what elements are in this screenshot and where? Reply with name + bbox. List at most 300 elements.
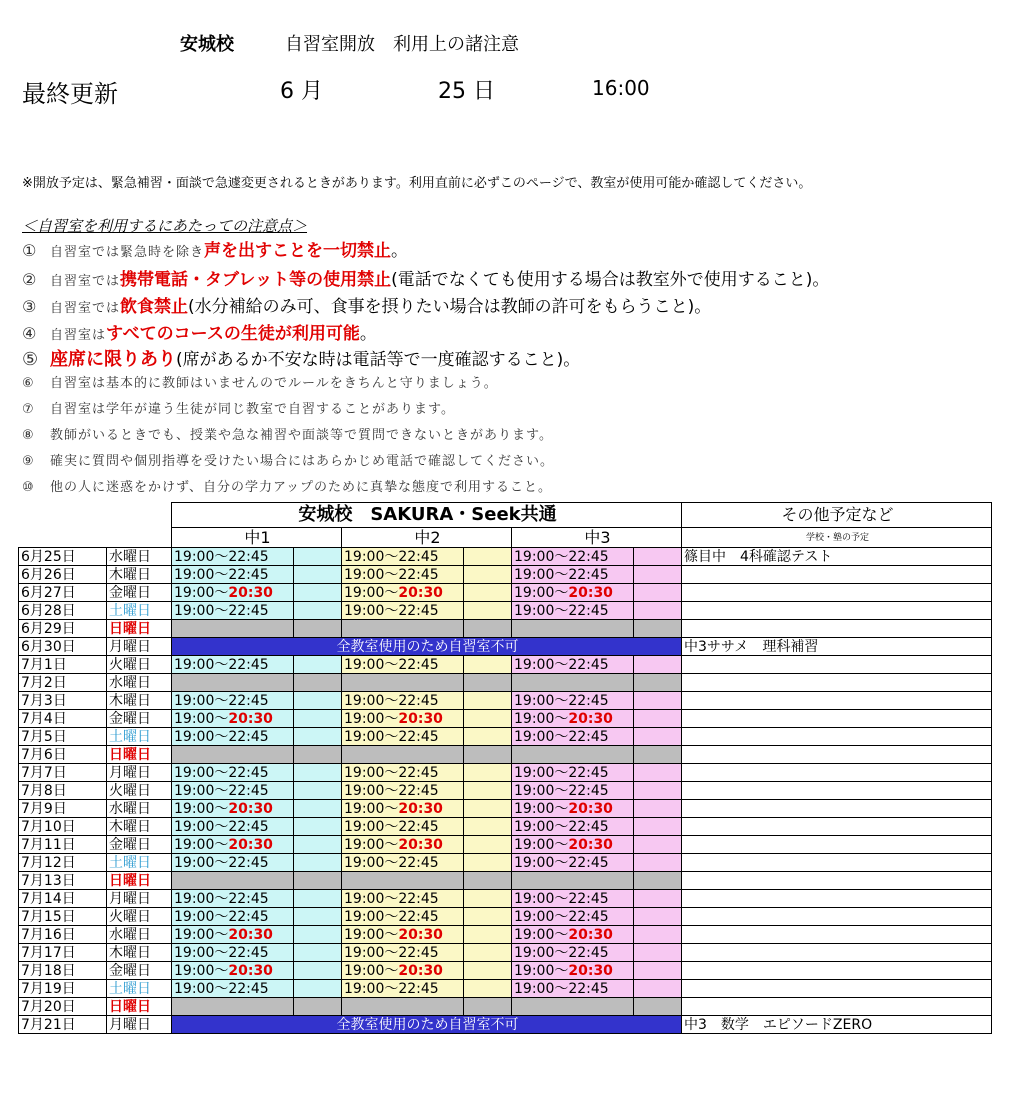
slot-start: 19:00～: [514, 944, 569, 961]
slot-end: 22:45: [398, 656, 439, 673]
slot-end: 20:30: [568, 584, 613, 601]
time-slot-grade-1: [172, 980, 294, 998]
slot-start: 19:00～: [174, 890, 229, 907]
row-date: 7月12日: [19, 854, 107, 872]
slot-start: 19:00～: [514, 908, 569, 925]
slot-end: 22:45: [228, 944, 269, 961]
slot-end: 22:45: [398, 782, 439, 799]
rule-text: 自習室は学年が違う生徒が同じ教室で自習することがあります。: [50, 402, 455, 417]
slot-start: 19:00～: [344, 818, 399, 835]
row-weekday: 日曜日: [107, 998, 172, 1016]
slot-end: 22:45: [398, 692, 439, 709]
schedule-row: [19, 566, 992, 584]
slot-padding: [634, 836, 682, 854]
row-date: 7月17日: [19, 944, 107, 962]
rule-number: ④: [22, 324, 37, 343]
slot-start: 19:00～: [514, 602, 569, 619]
slot-padding: [464, 710, 512, 728]
row-date: 7月18日: [19, 962, 107, 980]
row-weekday: 土曜日: [107, 980, 172, 998]
time-slot-grade-2: [342, 620, 464, 638]
row-weekday: 木曜日: [107, 818, 172, 836]
slot-padding: [294, 584, 342, 602]
row-weekday: 日曜日: [107, 872, 172, 890]
slot-end: 22:45: [568, 944, 609, 961]
time-slot-grade-2: [342, 800, 464, 818]
slot-start: 19:00～: [344, 656, 399, 673]
slot-padding: [294, 620, 342, 638]
schedule-row: [19, 692, 992, 710]
row-weekday: 日曜日: [107, 620, 172, 638]
row-note: [682, 566, 992, 584]
slot-padding: [634, 602, 682, 620]
rule-text: 教師がいるときでも、授業や急な補習や面談等で質問できないときがあります。: [50, 428, 553, 443]
time-slot-grade-2: [342, 890, 464, 908]
time-slot-grade-1: [172, 962, 294, 980]
schedule-row: [19, 944, 992, 962]
row-date: 7月14日: [19, 890, 107, 908]
schedule-row: [19, 872, 992, 890]
slot-start: 19:00～: [174, 602, 229, 619]
slot-padding: [634, 962, 682, 980]
time-slot-grade-1: [172, 818, 294, 836]
slot-padding: [294, 692, 342, 710]
slot-padding: [294, 908, 342, 926]
slot-start: 19:00～: [514, 836, 569, 853]
row-note: [682, 818, 992, 836]
slot-start: 19:00～: [174, 656, 229, 673]
time-slot-grade-3: [512, 602, 634, 620]
slot-padding: [294, 728, 342, 746]
rule-text: 自習室は基本的に教師はいませんのでルールをきちんと守りましょう。: [50, 376, 498, 391]
slot-padding: [464, 854, 512, 872]
rules-heading: ＜自習室を利用するにあたっての注意点＞: [22, 217, 308, 235]
slot-end: 22:45: [568, 548, 609, 565]
slot-end: 22:45: [568, 602, 609, 619]
row-note: 篠目中 4科確認テスト: [682, 548, 992, 566]
slot-end: 22:45: [568, 890, 609, 907]
row-weekday: 木曜日: [107, 944, 172, 962]
slot-padding: [634, 710, 682, 728]
slot-start: 19:00～: [344, 548, 399, 565]
last-updated-day: 25 日: [438, 79, 495, 104]
row-weekday: 土曜日: [107, 728, 172, 746]
slot-start: 19:00～: [344, 602, 399, 619]
slot-end: 22:45: [228, 548, 269, 565]
schedule-table: [18, 502, 992, 1034]
time-slot-grade-1: [172, 854, 294, 872]
slot-padding: [294, 818, 342, 836]
slot-start: 19:00～: [514, 710, 569, 727]
time-slot-grade-1: [172, 944, 294, 962]
schedule-row: [19, 638, 992, 656]
time-slot-grade-1: [172, 548, 294, 566]
slot-end: 22:45: [228, 890, 269, 907]
slot-padding: [634, 764, 682, 782]
row-weekday: 火曜日: [107, 782, 172, 800]
time-slot-grade-3: [512, 692, 634, 710]
rule-emphasis: 声を出すことを一切禁止: [204, 241, 392, 261]
row-note: 中3 数学 エピソードZERO: [682, 1016, 992, 1034]
time-slot-grade-1: [172, 890, 294, 908]
row-note: [682, 620, 992, 638]
slot-padding: [294, 800, 342, 818]
other-schedule-header: その他予定など: [682, 503, 992, 528]
slot-end: 20:30: [568, 800, 613, 817]
slot-start: 19:00～: [514, 926, 569, 943]
slot-end: 22:45: [568, 908, 609, 925]
time-slot-grade-3: [512, 944, 634, 962]
time-slot-grade-1: [172, 998, 294, 1016]
slot-start: 19:00～: [514, 800, 569, 817]
slot-end: 22:45: [228, 782, 269, 799]
other-schedule-subheader: 学校・塾の予定: [682, 528, 992, 548]
slot-padding: [464, 620, 512, 638]
slot-padding: [464, 944, 512, 962]
rule-number: ⑨: [22, 454, 35, 469]
slot-start: 19:00～: [174, 710, 229, 727]
slot-padding: [464, 980, 512, 998]
time-slot-grade-2: [342, 872, 464, 890]
rule-number: ①: [22, 241, 37, 260]
slot-padding: [294, 710, 342, 728]
slot-padding: [294, 998, 342, 1016]
row-weekday: 月曜日: [107, 764, 172, 782]
schedule-row: [19, 926, 992, 944]
rule-text: 自習室では: [50, 301, 121, 316]
time-slot-grade-1: [172, 836, 294, 854]
slot-start: 19:00～: [514, 656, 569, 673]
time-slot-grade-1: [172, 692, 294, 710]
row-note: [682, 854, 992, 872]
slot-start: 19:00～: [514, 818, 569, 835]
row-date: 7月4日: [19, 710, 107, 728]
slot-padding: [464, 602, 512, 620]
slot-start: 19:00～: [174, 692, 229, 709]
time-slot-grade-2: [342, 944, 464, 962]
schedule-row: [19, 800, 992, 818]
blank-corner: [19, 503, 172, 528]
time-slot-grade-2: [342, 710, 464, 728]
row-date: 7月16日: [19, 926, 107, 944]
slot-padding: [634, 980, 682, 998]
row-note: [682, 746, 992, 764]
slot-padding: [634, 674, 682, 692]
schedule-row: [19, 602, 992, 620]
slot-padding: [294, 746, 342, 764]
slot-padding: [634, 566, 682, 584]
row-weekday: 金曜日: [107, 584, 172, 602]
slot-end: 22:45: [228, 818, 269, 835]
slot-start: 19:00～: [174, 926, 229, 943]
slot-start: 19:00～: [174, 584, 229, 601]
schedule-row: [19, 584, 992, 602]
time-slot-grade-2: [342, 566, 464, 584]
slot-padding: [294, 674, 342, 692]
row-date: 7月20日: [19, 998, 107, 1016]
slot-padding: [634, 908, 682, 926]
row-note: [682, 926, 992, 944]
rule-item: [22, 345, 580, 371]
time-slot-grade-3: [512, 908, 634, 926]
row-date: 6月26日: [19, 566, 107, 584]
slot-end: 20:30: [228, 926, 273, 943]
schedule-row: [19, 980, 992, 998]
row-note: [682, 980, 992, 998]
rule-emphasis: すべてのコースの生徒が利用可能: [106, 324, 360, 344]
slot-padding: [464, 692, 512, 710]
row-weekday: 水曜日: [107, 800, 172, 818]
table-banner: 安城校 SAKURA・Seek共通: [172, 503, 682, 528]
rule-note: 。: [391, 241, 409, 261]
slot-end: 22:45: [228, 656, 269, 673]
slot-padding: [464, 728, 512, 746]
time-slot-grade-1: [172, 782, 294, 800]
row-date: 7月11日: [19, 836, 107, 854]
time-slot-grade-3: [512, 890, 634, 908]
slot-start: 19:00～: [174, 980, 229, 997]
slot-start: 19:00～: [344, 710, 399, 727]
row-date: 6月25日: [19, 548, 107, 566]
row-weekday: 金曜日: [107, 836, 172, 854]
row-date: 7月15日: [19, 908, 107, 926]
slot-padding: [634, 872, 682, 890]
schedule-row: [19, 728, 992, 746]
schedule-row: [19, 656, 992, 674]
schedule-row: [19, 818, 992, 836]
closed-notice: 全教室使用のため自習室不可: [172, 1016, 682, 1034]
slot-end: 20:30: [398, 584, 443, 601]
rule-item: [22, 476, 552, 495]
slot-end: 22:45: [398, 566, 439, 583]
slot-padding: [294, 962, 342, 980]
slot-start: 19:00～: [514, 962, 569, 979]
slot-padding: [464, 836, 512, 854]
row-note: [682, 998, 992, 1016]
rule-text: 自習室では: [50, 274, 121, 289]
slot-start: 19:00～: [514, 584, 569, 601]
slot-end: 22:45: [228, 908, 269, 925]
slot-padding: [294, 926, 342, 944]
slot-padding: [294, 782, 342, 800]
row-note: [682, 872, 992, 890]
slot-start: 19:00～: [174, 908, 229, 925]
slot-start: 19:00～: [514, 566, 569, 583]
row-note: [682, 602, 992, 620]
time-slot-grade-3: [512, 998, 634, 1016]
slot-end: 22:45: [228, 854, 269, 871]
row-date: 6月28日: [19, 602, 107, 620]
time-slot-grade-3: [512, 710, 634, 728]
slot-padding: [294, 872, 342, 890]
row-date: 7月6日: [19, 746, 107, 764]
slot-start: 19:00～: [344, 782, 399, 799]
row-date: 7月13日: [19, 872, 107, 890]
schedule-row: [19, 548, 992, 566]
time-slot-grade-3: [512, 764, 634, 782]
slot-end: 22:45: [228, 728, 269, 745]
row-date: 7月3日: [19, 692, 107, 710]
slot-end: 22:45: [568, 854, 609, 871]
slot-padding: [294, 980, 342, 998]
row-note: [682, 944, 992, 962]
time-slot-grade-1: [172, 674, 294, 692]
slot-padding: [634, 782, 682, 800]
grade-header-2: 中2: [342, 528, 512, 548]
slot-start: 19:00～: [174, 944, 229, 961]
slot-padding: [464, 746, 512, 764]
rule-text: 自習室では緊急時を除き: [50, 245, 205, 260]
time-slot-grade-1: [172, 584, 294, 602]
slot-padding: [464, 782, 512, 800]
row-date: 7月8日: [19, 782, 107, 800]
row-note: [682, 764, 992, 782]
row-note: [682, 656, 992, 674]
time-slot-grade-3: [512, 872, 634, 890]
row-date: 7月21日: [19, 1016, 107, 1034]
time-slot-grade-2: [342, 584, 464, 602]
slot-end: 20:30: [398, 836, 443, 853]
row-note: [682, 962, 992, 980]
time-slot-grade-1: [172, 710, 294, 728]
time-slot-grade-2: [342, 980, 464, 998]
slot-padding: [294, 548, 342, 566]
row-date: 6月27日: [19, 584, 107, 602]
time-slot-grade-2: [342, 764, 464, 782]
slot-start: 19:00～: [344, 692, 399, 709]
rule-number: ⑤: [22, 349, 39, 370]
row-weekday: 木曜日: [107, 566, 172, 584]
slot-end: 22:45: [398, 818, 439, 835]
row-date: 7月1日: [19, 656, 107, 674]
time-slot-grade-1: [172, 926, 294, 944]
row-weekday: 金曜日: [107, 710, 172, 728]
slot-end: 22:45: [398, 602, 439, 619]
row-weekday: 火曜日: [107, 908, 172, 926]
time-slot-grade-1: [172, 800, 294, 818]
slot-end: 20:30: [568, 962, 613, 979]
time-slot-grade-3: [512, 926, 634, 944]
rule-item: [22, 292, 711, 317]
slot-end: 22:45: [398, 890, 439, 907]
slot-padding: [464, 818, 512, 836]
slot-end: 22:45: [398, 980, 439, 997]
slot-end: 22:45: [228, 602, 269, 619]
slot-start: 19:00～: [174, 728, 229, 745]
rule-number: ⑥: [22, 376, 35, 391]
row-note: [682, 908, 992, 926]
slot-end: 22:45: [228, 764, 269, 781]
time-slot-grade-2: [342, 908, 464, 926]
slot-padding: [634, 746, 682, 764]
row-note: [682, 710, 992, 728]
slot-end: 22:45: [398, 764, 439, 781]
slot-start: 19:00～: [344, 890, 399, 907]
row-weekday: 火曜日: [107, 656, 172, 674]
last-updated-label: 最終更新: [22, 80, 118, 108]
time-slot-grade-2: [342, 674, 464, 692]
row-note: [682, 890, 992, 908]
row-date: 6月30日: [19, 638, 107, 656]
rule-item: [22, 372, 498, 391]
row-note: [682, 836, 992, 854]
slot-padding: [294, 656, 342, 674]
slot-start: 19:00～: [344, 836, 399, 853]
school-name: 安城校: [180, 34, 234, 55]
row-weekday: 月曜日: [107, 1016, 172, 1034]
slot-start: 19:00～: [344, 980, 399, 997]
row-note: [682, 674, 992, 692]
slot-padding: [634, 998, 682, 1016]
schedule-row: [19, 998, 992, 1016]
row-weekday: 土曜日: [107, 602, 172, 620]
slot-padding: [634, 620, 682, 638]
time-slot-grade-3: [512, 674, 634, 692]
time-slot-grade-3: [512, 566, 634, 584]
time-slot-grade-2: [342, 962, 464, 980]
rule-text: 確実に質問や個別指導を受けたい場合にはあらかじめ電話で確認してください。: [50, 454, 555, 469]
slot-padding: [634, 890, 682, 908]
row-weekday: 日曜日: [107, 746, 172, 764]
slot-start: 19:00～: [344, 800, 399, 817]
rule-note: (電話でなくても使用する場合は教室外で使用すること)。: [391, 270, 830, 290]
rule-item: [22, 450, 554, 469]
slot-padding: [294, 836, 342, 854]
slot-start: 19:00～: [344, 908, 399, 925]
slot-start: 19:00～: [514, 692, 569, 709]
slot-padding: [294, 602, 342, 620]
time-slot-grade-2: [342, 602, 464, 620]
slot-end: 22:45: [398, 548, 439, 565]
time-slot-grade-1: [172, 872, 294, 890]
time-slot-grade-3: [512, 620, 634, 638]
slot-end: 20:30: [228, 836, 273, 853]
slot-padding: [634, 692, 682, 710]
page-title: 自習室開放 利用上の諸注意: [285, 34, 519, 55]
rule-emphasis: 座席に限りあり: [50, 349, 176, 370]
time-slot-grade-2: [342, 782, 464, 800]
rule-item: [22, 236, 408, 261]
slot-end: 20:30: [398, 710, 443, 727]
row-weekday: 水曜日: [107, 926, 172, 944]
slot-padding: [294, 944, 342, 962]
rule-item: [22, 319, 377, 344]
time-slot-grade-3: [512, 836, 634, 854]
time-slot-grade-2: [342, 818, 464, 836]
time-slot-grade-2: [342, 998, 464, 1016]
schedule-row: [19, 674, 992, 692]
slot-start: 19:00～: [344, 764, 399, 781]
slot-end: 20:30: [398, 926, 443, 943]
slot-end: 20:30: [568, 710, 613, 727]
time-slot-grade-3: [512, 800, 634, 818]
time-slot-grade-2: [342, 656, 464, 674]
time-slot-grade-2: [342, 692, 464, 710]
rule-note: (席があるか不安な時は電話等で一度確認すること)。: [176, 350, 581, 370]
slot-end: 20:30: [228, 584, 273, 601]
slot-padding: [634, 926, 682, 944]
slot-padding: [464, 962, 512, 980]
grade-header-1: 中1: [172, 528, 342, 548]
slot-padding: [634, 584, 682, 602]
slot-end: 22:45: [398, 944, 439, 961]
row-date: 7月5日: [19, 728, 107, 746]
slot-end: 22:45: [398, 908, 439, 925]
schedule-row: [19, 782, 992, 800]
rule-emphasis: 飲食禁止: [120, 297, 189, 317]
time-slot-grade-1: [172, 764, 294, 782]
time-slot-grade-3: [512, 746, 634, 764]
